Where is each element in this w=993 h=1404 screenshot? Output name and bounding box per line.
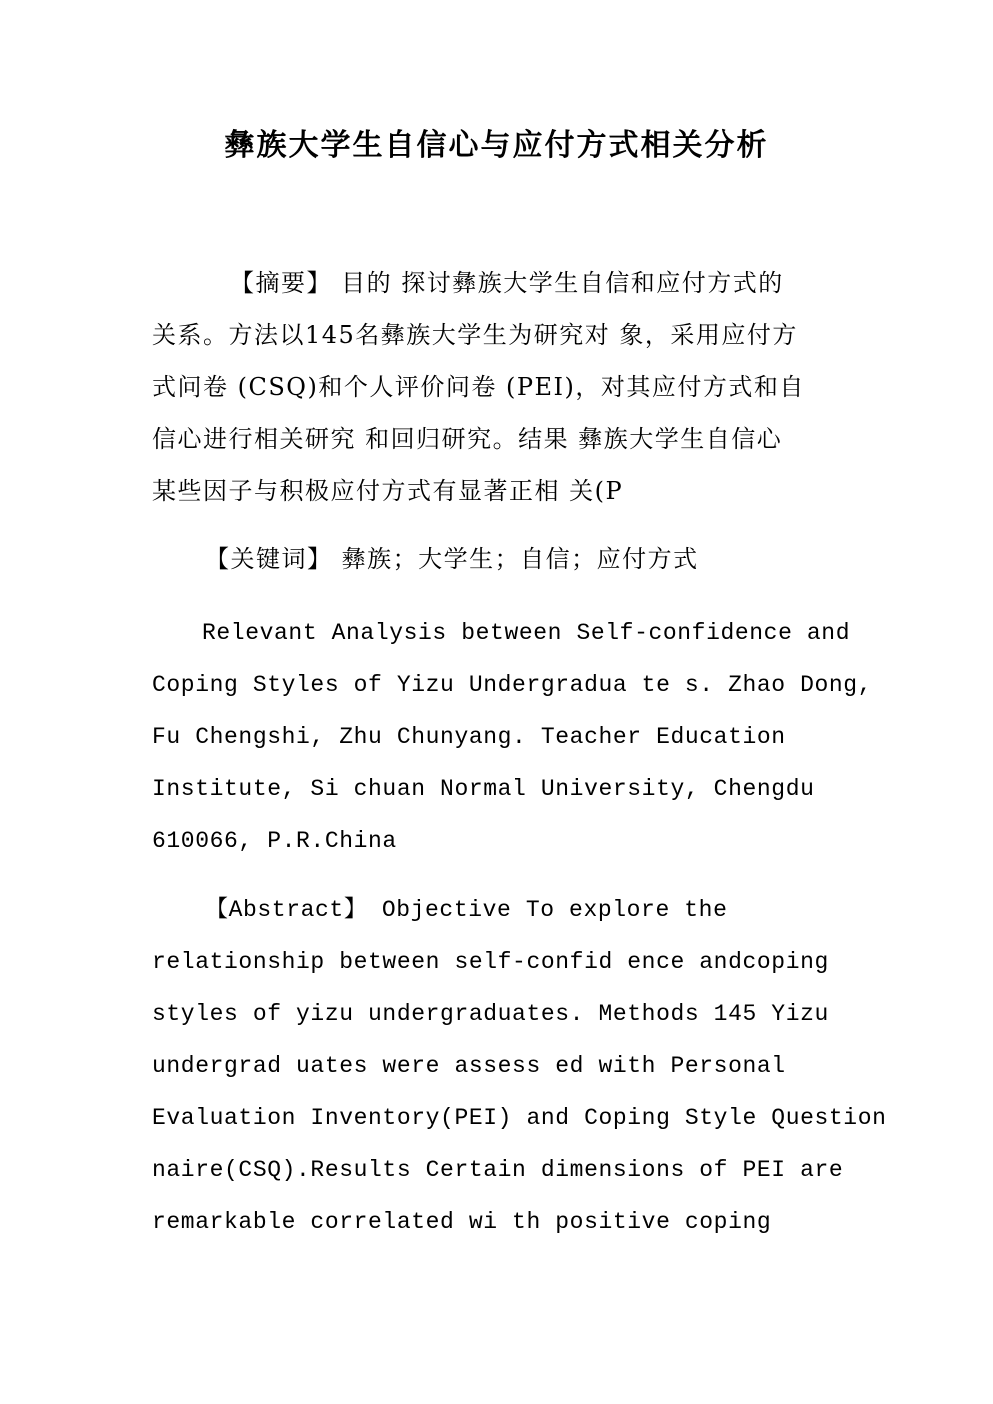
abstract-en-line: styles of yizu undergraduates. Methods 145 Yizu [152, 1001, 829, 1027]
abstract-en-line: remarkable correlated wi th positive coping [152, 1209, 772, 1235]
title-en-line: Coping Styles of Yizu Undergradua te s. Zhao Dong, [152, 672, 873, 698]
abstract-cn-line: 某些因子与积极应付方式有显著正相 关(P [152, 477, 624, 505]
keywords-cn: 【关键词】 彝族；大学生；自信；应付方式 [205, 545, 699, 573]
title-en-line: 610066, P.R.China [152, 828, 397, 854]
abstract-en-line: undergrad uates were assess ed with Personal [152, 1053, 786, 1079]
abstract-cn-line: 【摘要】 目的 探讨彝族大学生自信和应付方式的 [230, 269, 784, 297]
title-en-line: Fu Chengshi, Zhu Chunyang. Teacher Education [152, 724, 786, 750]
abstract-en-line: relationship between self-confid ence andcoping [152, 949, 829, 975]
page-title: 彝族大学生自信心与应付方式相关分析 [224, 128, 769, 163]
abstract-cn-line: 关系。方法以145名彝族大学生为研究对 象，采用应付方 [152, 321, 798, 349]
abstract-en-line: 【Abstract】 Objective To explore the [205, 897, 728, 923]
abstract-en-line: naire(CSQ).Results Certain dimensions of PEI are [152, 1157, 844, 1183]
title-en-line: Relevant Analysis between Self-confidence and [202, 620, 851, 646]
abstract-en-line: Evaluation Inventory(PEI) and Coping Style Question [152, 1105, 887, 1131]
title-en-line: Institute, Si chuan Normal University, Chengdu [152, 776, 815, 802]
abstract-cn-line: 信心进行相关研究 和回归研究。结果 彝族大学生自信心 [152, 425, 783, 453]
abstract-cn-line: 式问卷 (CSQ)和个人评价问卷 (PEI)，对其应付方式和自 [152, 373, 805, 401]
